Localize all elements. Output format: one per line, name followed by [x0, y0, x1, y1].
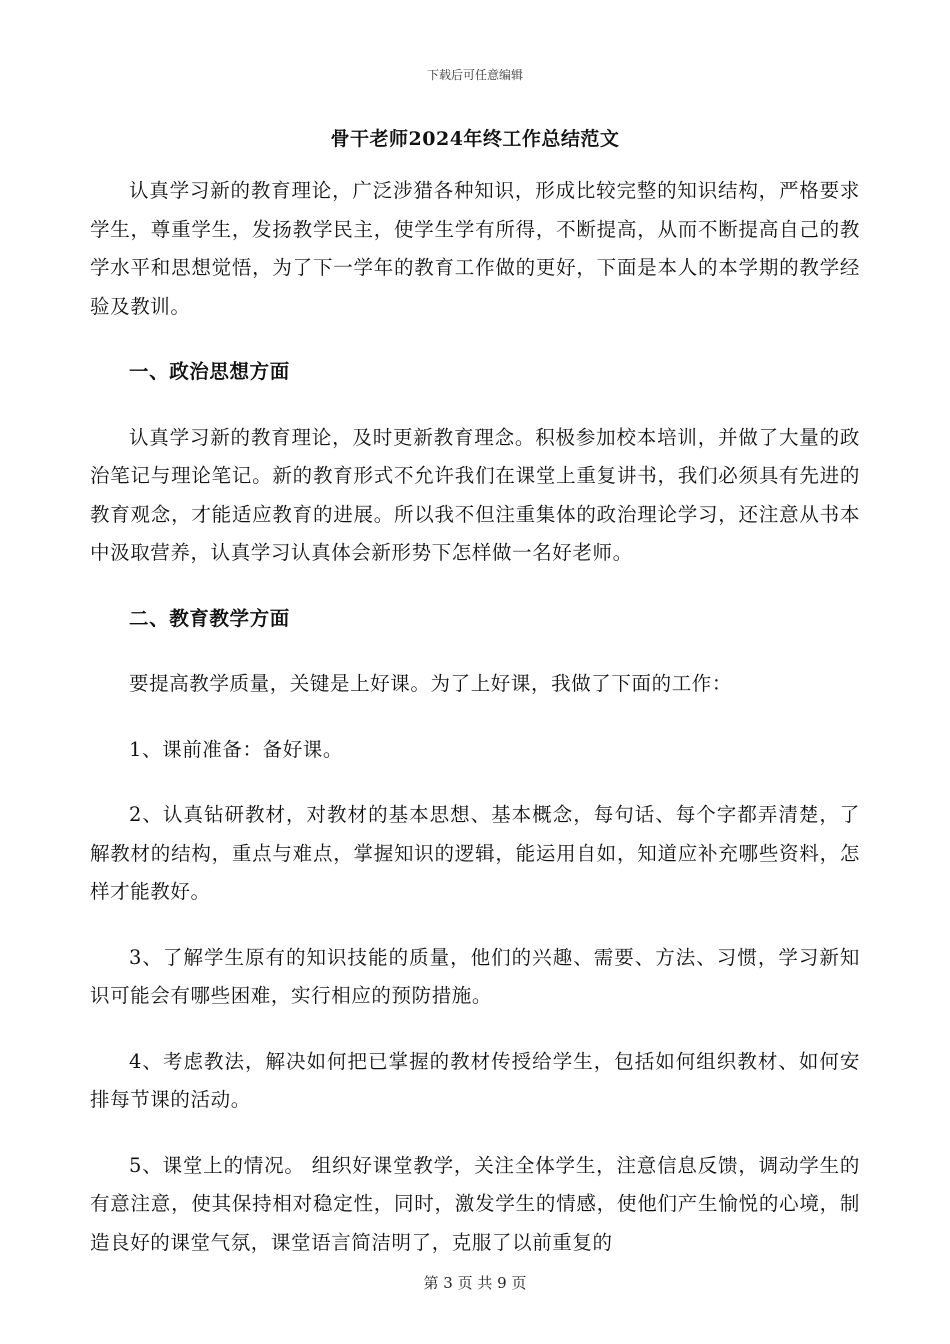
document-title: 骨干老师2024年终工作总结范文: [330, 128, 620, 150]
list-item: 2、认真钻研教材，对教材的基本思想、基本概念，每句话、每个字都弄清楚，了解教材的结构，重点与难点，掌握知识的逻辑，能运用自如，知道应补充哪些资料，怎样才能教好。: [90, 803, 860, 903]
paragraph-gap: [90, 912, 860, 939]
section-heading-teaching: 二、教育教学方面: [129, 606, 290, 630]
paragraph-gap: [90, 638, 860, 665]
list-item: 3、了解学生原有的知识技能的质量，他们的兴趣、需要、方法、习惯，学习新知识可能会有哪些困难，实行相应的预防措施。: [90, 945, 860, 1007]
list-item: 4、考虑教法，解决如何把已掌握的教材传授给学生，包括如何组织教材、如何安排每节课的活动。: [90, 1049, 860, 1111]
section-heading-politics: 一、政治思想方面: [129, 360, 290, 383]
paragraph-gap: [90, 392, 860, 419]
document-body: [90, 172, 860, 1262]
page-number-footer: 第 3 页 共 9 页: [423, 1274, 527, 1292]
list-item: 1、课前准备：备好课。: [129, 737, 344, 761]
section-politics-paragraph: 认真学习新的教育理论，及时更新教育理念。积极参加校本培训，并做了大量的政治笔记与理论笔记。新的教育形式不允许我们在课堂上重复讲书，我们必须具有先进的教育观念，才能适应教育的进展。所以我不但注重集体的政治理论学习，还注意从书本中汲取营养，认真学习认真体会新形势下怎样做一名好老师。: [90, 425, 860, 564]
section-teaching-intro: 要提高教学质量，关键是上好课。为了上好课，我做了下面的工作：: [129, 672, 733, 695]
intro-paragraph: 认真学习新的教育理论，广泛涉猎各种知识，形成比较完整的知识结构，严格要求学生，尊重学生，发扬教学民主，使学生学有所得，不断提高，从而不断提高自己的教学水平和思想觉悟，为了下一学年的教育工作做的更好，下面是本人的本学期的教学经验及教训。: [90, 179, 860, 318]
paragraph-gap: [90, 1120, 860, 1147]
paragraph-gap: [90, 704, 860, 731]
paragraph-gap: [90, 769, 860, 796]
paragraph-gap: [90, 1016, 860, 1043]
header-note: 下载后可任意编辑: [426, 68, 523, 82]
list-item: 5、课堂上的情况。 组织好课堂教学，关注全体学生，注意信息反馈，调动学生的有意注意，使其保持相对稳定性，同时，激发学生的情感，使他们产生愉悦的心境，制造良好的课堂气氛，课堂语言简洁明了，克服了以前重复的: [90, 1153, 860, 1254]
paragraph-gap: [90, 326, 860, 353]
paragraph-gap: [90, 573, 860, 600]
